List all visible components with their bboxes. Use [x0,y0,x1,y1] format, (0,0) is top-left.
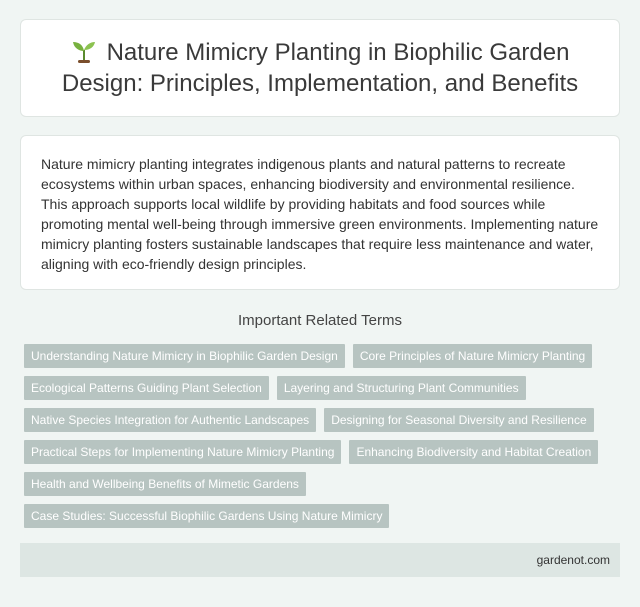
term-tag[interactable]: Understanding Nature Mimicry in Biophilic Garden Design [24,344,345,368]
term-tag[interactable]: Layering and Structuring Plant Communities [277,376,526,400]
footer-bar [20,543,620,577]
term-tag[interactable]: Health and Wellbeing Benefits of Mimetic Gardens [24,472,306,496]
summary-card [20,135,620,290]
term-tag[interactable]: Native Species Integration for Authentic Landscapes [24,408,316,432]
term-tag[interactable]: Core Principles of Nature Mimicry Planting [353,344,592,368]
seedling-icon [71,39,97,63]
footer-site-link[interactable]: gardenot.com [536,553,610,567]
term-tag[interactable]: Enhancing Biodiversity and Habitat Creation [349,440,598,464]
title-card [20,19,620,117]
term-tag[interactable]: Case Studies: Successful Biophilic Gardens Using Nature Mimicry [24,504,389,528]
related-terms-list [24,344,620,536]
summary-text: Nature mimicry planting integrates indigenous plants and natural patterns to recreate ecosystems within urban spaces, enhancing biodiversity and environmental resilience. This approach supports local wildlife by providing habitats and food sources while promoting mental well-being through immersive green environments. Implementing nature mimicry planting fosters sustainable landscapes that require less maintenance and water, aligning with eco-friendly design principles. [41,156,599,272]
page-title-text: Nature Mimicry Planting in Biophilic Garden Design: Principles, Implementation, and Benefits [61,39,579,97]
term-tag[interactable]: Designing for Seasonal Diversity and Resilience [324,408,593,432]
term-tag[interactable]: Ecological Patterns Guiding Plant Selection [24,376,269,400]
page-title [21,37,619,99]
related-terms-heading: Important Related Terms [238,312,402,329]
term-tag[interactable]: Practical Steps for Implementing Nature Mimicry Planting [24,440,341,464]
